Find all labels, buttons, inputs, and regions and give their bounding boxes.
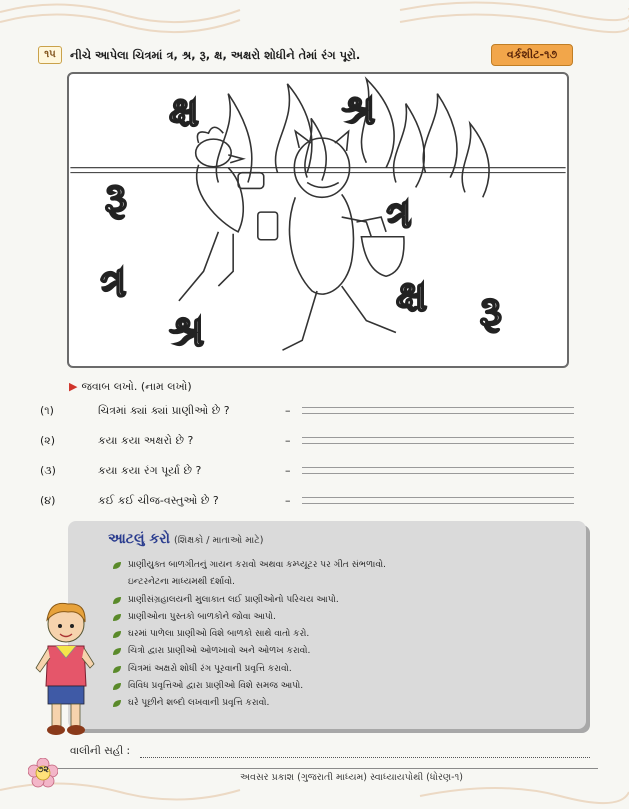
- answer-lines[interactable]: [302, 402, 574, 414]
- activity-box: [68, 521, 586, 729]
- leaf-bullet-icon: [112, 561, 122, 570]
- activity-list: [112, 557, 572, 713]
- leaf-bullet-icon: [112, 699, 122, 708]
- activity-item: ચિત્રો દ્વારા પ્રાણીઓ ઓળખાવો અને ઓળખ કરાવો.: [112, 643, 572, 660]
- letter-ru-2: રૂ: [479, 287, 502, 336]
- answer-lines[interactable]: [302, 432, 574, 444]
- leaf-bullet-icon: [112, 630, 122, 639]
- coloring-picture: [67, 72, 569, 368]
- activity-item: ઇન્ટરનેટના માધ્યમથી દર્શાવો.: [128, 577, 235, 588]
- question-row: (૨) કયા કયા અક્ષરો છે ? –: [40, 432, 580, 462]
- worksheet-header: [38, 44, 598, 70]
- leaf-bullet-icon: [112, 682, 122, 691]
- page-number-badge: ૭૨: [28, 758, 58, 788]
- leaf-bullet-icon: [112, 596, 122, 605]
- activity-item: ચિત્રમાં અક્ષરો શોધી રંગ પૂરવાની પ્રવૃત્તિ કરાવો.: [112, 661, 572, 678]
- question-number: ૧૫: [38, 46, 62, 64]
- activity-title: આટલું કરો (શિક્ષકો / માતાઓ માટે): [108, 531, 264, 547]
- letter-tra-1: ત્ર: [386, 188, 412, 237]
- question-row: (૩) કયા કયા રંગ પૂર્યા છે ? –: [40, 462, 580, 492]
- play-arrow-icon: ▶: [69, 380, 78, 393]
- fire-scene-illustration: [69, 74, 567, 366]
- activity-item: પ્રાણીયુક્ત બાળગીતનું ગાયન કરાવો અથવા કમ્પ્યૂટર પર ગીત સંભળાવો.: [112, 557, 572, 574]
- footer-divider: [58, 768, 598, 769]
- question-row: (૧) ચિત્રમાં ક્યાં ક્યાં પ્રાણીઓ છે ? –: [40, 402, 580, 432]
- worksheet-badge: વર્કશીટ-૧૭: [491, 44, 573, 66]
- answer-lines[interactable]: [302, 462, 574, 474]
- leaf-bullet-icon: [112, 613, 122, 622]
- leaf-bullet-icon: [112, 647, 122, 656]
- leaf-bullet-icon: [112, 665, 122, 674]
- activity-item: પ્રાણીઓના પુસ્તકો બાળકોને જોવા આપો.: [112, 609, 572, 626]
- answer-section-title: ▶ જવાબ લખો. (નામ લખો): [69, 380, 192, 393]
- signature-line[interactable]: [140, 757, 590, 758]
- answer-lines[interactable]: [302, 492, 574, 504]
- activity-item: ઘરે પૂછીને શબ્દો લખવાની પ્રવૃત્તિ કરાવો.: [112, 695, 572, 712]
- instruction-text: નીચે આપેલા ચિત્રમાં ત્ર, શ્ર, રૂ, ક્ષ, અક્ષરો શોધીને તેમાં રંગ પૂરો.: [70, 48, 361, 62]
- boy-illustration: [30, 598, 100, 738]
- activity-item: ઘરમાં પાળેલા પ્રાણીઓ વિશે બાળકો સાથે વાતો કરો.: [112, 626, 572, 643]
- letter-tra-2: ત્ર: [99, 256, 127, 307]
- letter-shra-1: શ્ર: [341, 85, 376, 134]
- question-list: [40, 402, 580, 522]
- letter-ru-1: રૂ: [104, 174, 127, 223]
- activity-item: વિવિધ પ્રવૃત્તિઓ દ્વારા પ્રાણીઓ વિશે સમજ આપો.: [112, 678, 572, 695]
- parent-signature-label: વાલીની સહી :: [70, 745, 131, 757]
- letter-ksha-1: ક્ષ: [169, 87, 200, 136]
- letter-ksha-2: ક્ષ: [395, 271, 428, 322]
- letter-shra-2: શ્ર: [169, 306, 205, 357]
- book-title: અવસર પ્રકાશ (ગુજરાતી માધ્યમ) સ્વાધ્યાયપોથી (ધોરણ-૧): [240, 772, 463, 783]
- activity-item: પ્રાણીસંગ્રહાલયની મુલાકાત લઈ પ્રાણીઓનો પરિચય આપો.: [112, 592, 572, 609]
- question-row: (૪) કઈ કઈ ચીજ-વસ્તુઓ છે ? –: [40, 492, 580, 522]
